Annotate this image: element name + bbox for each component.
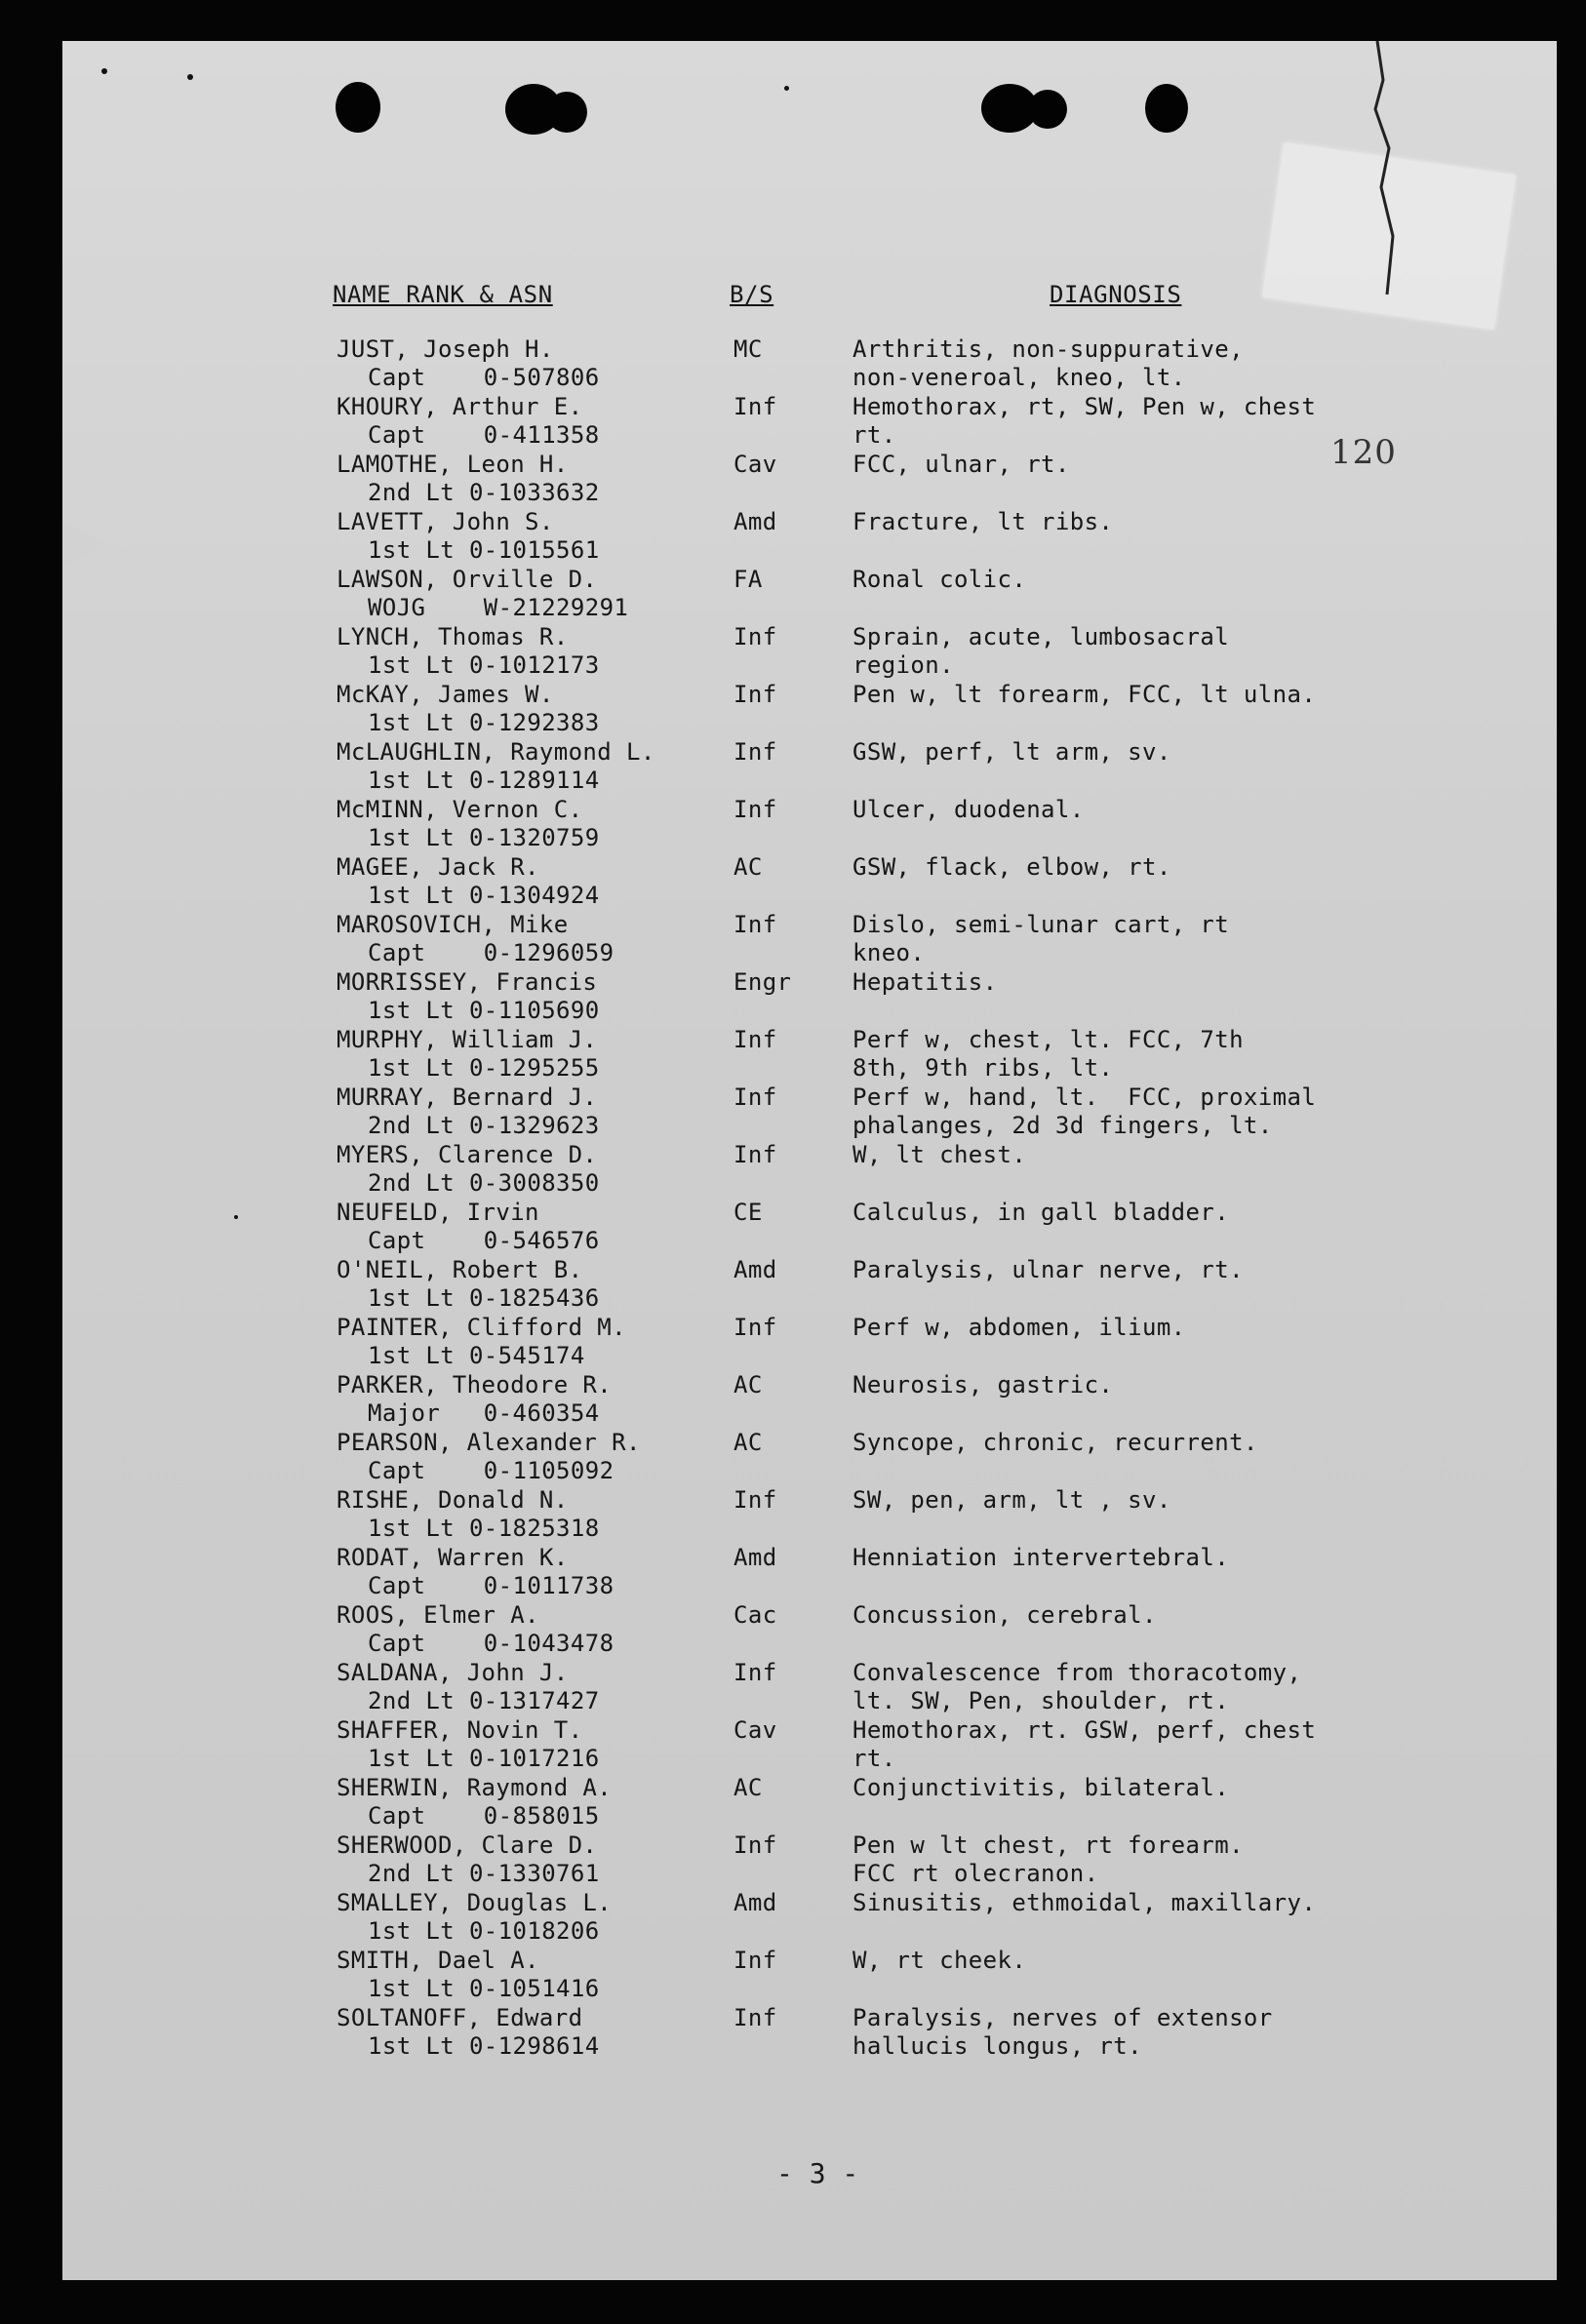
rank-and-serial-number: 1st Lt 0-1825318	[368, 1515, 600, 1542]
diagnosis-line-1: Ronal colic.	[852, 566, 1027, 593]
patient-name: KHOURY, Arthur E.	[337, 393, 583, 420]
rank-and-serial-number: 1st Lt 0-1320759	[368, 824, 600, 851]
branch-of-service: Inf	[734, 1659, 777, 1686]
punch-hole	[1145, 84, 1188, 133]
table-row	[62, 1199, 1557, 1256]
branch-of-service: AC	[734, 853, 763, 881]
rank-and-serial-number: 1st Lt 0-1018206	[368, 1917, 600, 1945]
branch-of-service: Inf	[734, 1026, 777, 1053]
diagnosis-line-1: Henniation intervertebral.	[852, 1544, 1230, 1571]
patient-name: PARKER, Theodore R.	[337, 1371, 613, 1398]
rank-and-serial-number: 1st Lt 0-545174	[368, 1342, 585, 1369]
patient-name: NEUFELD, Irvin	[337, 1199, 539, 1226]
table-row	[62, 968, 1557, 1026]
patient-name: SHAFFER, Novin T.	[337, 1716, 583, 1744]
diagnosis-line-1: Syncope, chronic, recurrent.	[852, 1429, 1258, 1456]
diagnosis-line-1: Conjunctivitis, bilateral.	[852, 1774, 1230, 1801]
rank-and-serial-number: Capt 0-546576	[368, 1227, 600, 1254]
patient-name: MAROSOVICH, Mike	[337, 911, 569, 938]
rank-and-serial-number: 1st Lt 0-1304924	[368, 882, 600, 909]
rank-and-serial-number: 1st Lt 0-1298614	[368, 2032, 600, 2060]
diagnosis-line-2: kneo.	[852, 939, 926, 966]
diagnosis-line-1: Pen w, lt forearm, FCC, lt ulna.	[852, 681, 1317, 708]
rank-and-serial-number: Capt 0-507806	[368, 364, 600, 391]
branch-of-service: Inf	[734, 681, 777, 708]
branch-of-service: Inf	[734, 2004, 777, 2031]
diagnosis-line-1: GSW, flack, elbow, rt.	[852, 853, 1171, 881]
diagnosis-line-1: Hepatitis.	[852, 968, 998, 996]
rank-and-serial-number: 2nd Lt 0-1330761	[368, 1860, 600, 1887]
table-row	[62, 1141, 1557, 1199]
table-row	[62, 451, 1557, 508]
diagnosis-line-2: rt.	[852, 421, 896, 449]
branch-of-service: Cav	[734, 1716, 777, 1744]
rank-and-serial-number: 1st Lt 0-1105690	[368, 997, 600, 1024]
rank-and-serial-number: 1st Lt 0-1295255	[368, 1054, 600, 1082]
patient-name: MURPHY, William J.	[337, 1026, 598, 1053]
diagnosis-line-1: Sinusitis, ethmoidal, maxillary.	[852, 1889, 1317, 1916]
diagnosis-line-1: Ulcer, duodenal.	[852, 796, 1085, 823]
rank-and-serial-number: Capt 0-1296059	[368, 939, 615, 966]
diagnosis-line-1: Perf w, chest, lt. FCC, 7th	[852, 1026, 1244, 1053]
diagnosis-line-1: W, lt chest.	[852, 1141, 1027, 1168]
diagnosis-line-1: Paralysis, ulnar nerve, rt.	[852, 1256, 1244, 1283]
punch-hole	[546, 92, 587, 133]
patient-name: McMINN, Vernon C.	[337, 796, 583, 823]
branch-of-service: MC	[734, 335, 763, 363]
patient-name: O'NEIL, Robert B.	[337, 1256, 583, 1283]
document-page	[62, 41, 1557, 2280]
diagnosis-line-1: Sprain, acute, lumbosacral	[852, 623, 1230, 650]
patient-name: SALDANA, John J.	[337, 1659, 569, 1686]
rank-and-serial-number: 2nd Lt 0-1317427	[368, 1687, 600, 1714]
rank-and-serial-number: 2nd Lt 0-1033632	[368, 479, 600, 506]
table-row	[62, 1716, 1557, 1774]
diagnosis-line-1: Calculus, in gall bladder.	[852, 1199, 1230, 1226]
table-row	[62, 853, 1557, 911]
table-row	[62, 393, 1557, 451]
branch-of-service: Amd	[734, 1256, 777, 1283]
diagnosis-line-2: phalanges, 2d 3d fingers, lt.	[852, 1112, 1273, 1139]
rank-and-serial-number: 1st Lt 0-1015561	[368, 536, 600, 564]
table-row	[62, 1314, 1557, 1371]
rank-and-serial-number: 1st Lt 0-1017216	[368, 1745, 600, 1772]
branch-of-service: Inf	[734, 1083, 777, 1111]
diagnosis-line-1: Concussion, cerebral.	[852, 1601, 1157, 1629]
speck	[101, 68, 107, 74]
diagnosis-line-1: Dislo, semi-lunar cart, rt	[852, 911, 1230, 938]
diagnosis-line-1: Perf w, hand, lt. FCC, proximal	[852, 1083, 1317, 1111]
branch-of-service: Amd	[734, 1544, 777, 1571]
table-row	[62, 1947, 1557, 2004]
branch-of-service: AC	[734, 1371, 763, 1398]
table-row	[62, 2004, 1557, 2062]
branch-of-service: AC	[734, 1429, 763, 1456]
speck	[187, 74, 193, 80]
branch-of-service: Inf	[734, 738, 777, 766]
table-row	[62, 1889, 1557, 1947]
diagnosis-line-1: SW, pen, arm, lt , sv.	[852, 1486, 1171, 1514]
diagnosis-line-1: Arthritis, non-suppurative,	[852, 335, 1244, 363]
punch-hole	[1028, 90, 1067, 129]
table-row	[62, 1544, 1557, 1601]
branch-of-service: Inf	[734, 911, 777, 938]
rank-and-serial-number: 1st Lt 0-1292383	[368, 709, 600, 736]
table-row	[62, 1601, 1557, 1659]
patient-name: RISHE, Donald N.	[337, 1486, 569, 1514]
page-number: - 3 -	[776, 2157, 859, 2189]
table-row	[62, 738, 1557, 796]
branch-of-service: CE	[734, 1199, 763, 1226]
diagnosis-line-2: FCC rt olecranon.	[852, 1860, 1099, 1887]
patient-name: LAVETT, John S.	[337, 508, 554, 535]
diagnosis-line-1: Paralysis, nerves of extensor	[852, 2004, 1273, 2031]
branch-of-service: Amd	[734, 508, 777, 535]
diagnosis-line-2: hallucis longus, rt.	[852, 2032, 1142, 2060]
branch-of-service: Cav	[734, 451, 777, 478]
diagnosis-line-2: lt. SW, Pen, shoulder, rt.	[852, 1687, 1230, 1714]
branch-of-service: Inf	[734, 1832, 777, 1859]
rank-and-serial-number: Capt 0-411358	[368, 421, 600, 449]
patient-name: LYNCH, Thomas R.	[337, 623, 569, 650]
rank-and-serial-number: Major 0-460354	[368, 1399, 600, 1427]
patient-name: PAINTER, Clifford M.	[337, 1314, 626, 1341]
punch-hole	[336, 82, 380, 133]
branch-of-service: Inf	[734, 623, 777, 650]
diagnosis-line-1: Convalescence from thoracotomy,	[852, 1659, 1302, 1686]
branch-of-service: Engr	[734, 968, 792, 996]
branch-of-service: Inf	[734, 796, 777, 823]
rank-and-serial-number: 1st Lt 0-1012173	[368, 651, 600, 679]
diagnosis-line-2: 8th, 9th ribs, lt.	[852, 1054, 1114, 1082]
rank-and-serial-number: Capt 0-1011738	[368, 1572, 615, 1599]
diagnosis-line-2: rt.	[852, 1745, 896, 1772]
stamped-number: 120	[1330, 433, 1397, 472]
header-branch-of-service: B/S	[730, 281, 774, 308]
diagnosis-line-1: Perf w, abdomen, ilium.	[852, 1314, 1186, 1341]
diagnosis-line-1: Hemothorax, rt, SW, Pen w, chest	[852, 393, 1317, 420]
patient-name: SMITH, Dael A.	[337, 1947, 539, 1974]
table-row	[62, 1832, 1557, 1889]
header-diagnosis: DIAGNOSIS	[1050, 281, 1182, 308]
diagnosis-line-1: W, rt cheek.	[852, 1947, 1027, 1974]
branch-of-service: Inf	[734, 393, 777, 420]
table-row	[62, 508, 1557, 566]
branch-of-service: FA	[734, 566, 763, 593]
branch-of-service: Inf	[734, 1486, 777, 1514]
rank-and-serial-number: 2nd Lt 0-3008350	[368, 1169, 600, 1197]
rank-and-serial-number: 1st Lt 0-1051416	[368, 1975, 600, 2002]
rank-and-serial-number: Capt 0-858015	[368, 1802, 600, 1830]
table-row	[62, 1371, 1557, 1429]
patient-name: McLAUGHLIN, Raymond L.	[337, 738, 655, 766]
patient-name: MURRAY, Bernard J.	[337, 1083, 598, 1111]
diagnosis-line-1: Fracture, lt ribs.	[852, 508, 1114, 535]
speck	[784, 86, 789, 91]
patient-name: SMALLEY, Douglas L.	[337, 1889, 613, 1916]
table-row	[62, 566, 1557, 623]
diagnosis-line-1: Pen w lt chest, rt forearm.	[852, 1832, 1244, 1859]
patient-name: RODAT, Warren K.	[337, 1544, 569, 1571]
table-row	[62, 1256, 1557, 1314]
diagnosis-line-2: region.	[852, 651, 954, 679]
patient-name: McKAY, James W.	[337, 681, 554, 708]
patient-name: MORRISSEY, Francis	[337, 968, 598, 996]
table-row	[62, 623, 1557, 681]
branch-of-service: AC	[734, 1774, 763, 1801]
rank-and-serial-number: 1st Lt 0-1289114	[368, 767, 600, 794]
branch-of-service: Inf	[734, 1314, 777, 1341]
patient-name: LAWSON, Orville D.	[337, 566, 598, 593]
patient-name: JUST, Joseph H.	[337, 335, 554, 363]
patient-name: PEARSON, Alexander R.	[337, 1429, 641, 1456]
table-row	[62, 681, 1557, 738]
patient-name: LAMOTHE, Leon H.	[337, 451, 569, 478]
table-row	[62, 1659, 1557, 1716]
table-row	[62, 1429, 1557, 1486]
diagnosis-line-1: FCC, ulnar, rt.	[852, 451, 1070, 478]
rank-and-serial-number: Capt 0-1043478	[368, 1630, 615, 1657]
branch-of-service: Cac	[734, 1601, 777, 1629]
diagnosis-line-1: Neurosis, gastric.	[852, 1371, 1114, 1398]
paper-crack	[1360, 41, 1418, 295]
rank-and-serial-number: Capt 0-1105092	[368, 1457, 615, 1484]
patient-name: SOLTANOFF, Edward	[337, 2004, 583, 2031]
branch-of-service: Inf	[734, 1947, 777, 1974]
patient-name: SHERWOOD, Clare D.	[337, 1832, 598, 1859]
diagnosis-line-2: non-veneroal, kneo, lt.	[852, 364, 1186, 391]
diagnosis-line-1: GSW, perf, lt arm, sv.	[852, 738, 1171, 766]
patient-name: SHERWIN, Raymond A.	[337, 1774, 613, 1801]
table-row	[62, 335, 1557, 393]
table-row	[62, 1083, 1557, 1141]
branch-of-service: Amd	[734, 1889, 777, 1916]
rank-and-serial-number: WOJG W-21229291	[368, 594, 629, 621]
table-row	[62, 1774, 1557, 1832]
patient-name: ROOS, Elmer A.	[337, 1601, 539, 1629]
branch-of-service: Inf	[734, 1141, 777, 1168]
table-row	[62, 911, 1557, 968]
patient-name: MAGEE, Jack R.	[337, 853, 539, 881]
diagnosis-line-1: Hemothorax, rt. GSW, perf, chest	[852, 1716, 1317, 1744]
table-row	[62, 1486, 1557, 1544]
table-row	[62, 1026, 1557, 1083]
rank-and-serial-number: 2nd Lt 0-1329623	[368, 1112, 600, 1139]
header-name-rank-asn: NAME RANK & ASN	[333, 281, 553, 308]
table-row	[62, 796, 1557, 853]
patient-name: MYERS, Clarence D.	[337, 1141, 598, 1168]
rank-and-serial-number: 1st Lt 0-1825436	[368, 1284, 600, 1312]
